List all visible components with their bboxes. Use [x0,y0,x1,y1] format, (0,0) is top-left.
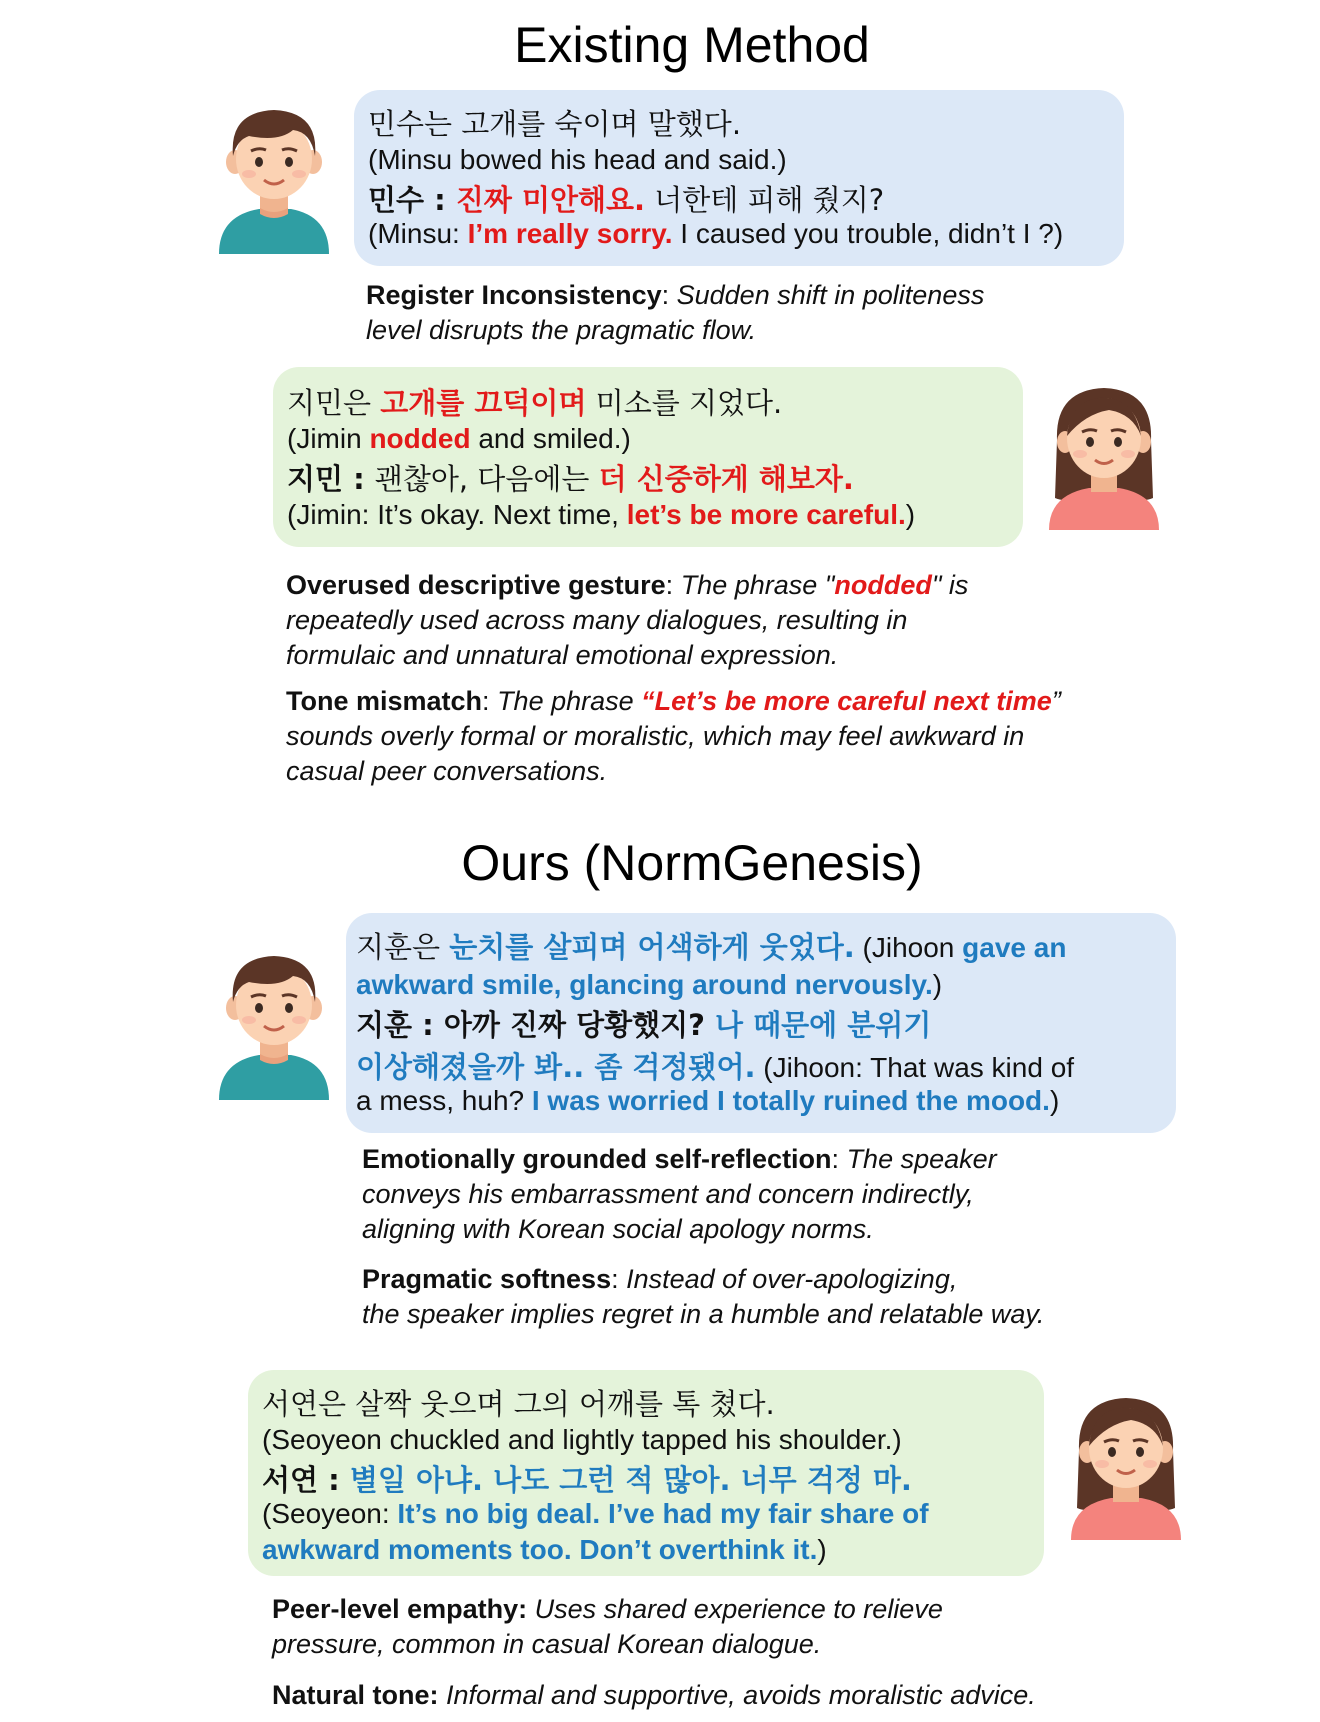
highlight-blue: awkward smile, glancing around nervously. [356,969,933,1000]
utterance-english [368,218,1063,250]
utterance-line [356,1045,1074,1086]
utterance-pre: a mess, huh? [356,1085,532,1116]
boy-avatar-icon [218,104,330,254]
highlight-red: “Let’s be more careful next time [641,686,1052,716]
highlight-red: I’m really sorry. [467,218,673,249]
utterance-korean [368,178,884,219]
speaker-prefix: (Minsu: [368,218,468,249]
annotation-label: Pragmatic softness [362,1264,612,1294]
ours-title: Ours (NormGenesis) [461,835,923,891]
utterance-english: (Jihoon: That was kind of [755,1052,1075,1083]
annotation-text: formulaic and unnatural emotional expression. [286,640,839,670]
speaker-prefix: (Jimin: It’s okay. Next time, [287,499,627,530]
annotation-text: the speaker implies regret in a humble and relatable way. [362,1299,1045,1329]
narration-pre: (Jimin [287,423,370,454]
dialogue-bubble-jimin [273,367,1023,547]
annotation-pragmatic-softness: Pragmatic softness: Instead of over-apologizing, the speaker implies regret in a humble and relatable way. [362,1264,1045,1329]
annotation-text: " is [931,570,969,600]
narration-english [287,423,631,455]
narration-korean [287,381,782,422]
highlight-blue: 나 때문에 분위기 [715,1008,932,1042]
existing-method-title: Existing Method [514,17,870,73]
annotation-label: Tone mismatch [286,686,483,716]
narration-rest: and smiled.) [470,423,631,454]
utterance-english [287,499,915,531]
utterance-rest: ) [1049,1085,1060,1116]
utterance-rest: I caused you trouble, didn’t I ?) [672,218,1064,249]
annotation-text: aligning with Korean social apology norms. [362,1214,874,1244]
utterance-korean [262,1458,912,1499]
highlight-red: 진짜 미안해요. [455,183,646,217]
annotation-label: Peer-level empathy: [272,1594,528,1624]
speaker-name: 민수 : [368,183,456,217]
speaker-name: 서연 : [262,1463,350,1497]
highlight-blue: 별일 아냐. 나도 그런 적 많아. 너무 걱정 마. [349,1463,912,1497]
annotation-label: Register Inconsistency [366,280,662,310]
utterance-mid: 괜찮아, 다음에는 [374,462,599,496]
annotation-text: pressure, common in casual Korean dialogue. [272,1629,822,1659]
speaker-utterance: 지훈 : 아까 진짜 당황했지? [356,1008,716,1042]
annotation-text: Instead of over-apologizing, [626,1264,958,1294]
narration-pre: 지훈은 [356,930,450,964]
utterance-rest: ) [905,499,916,530]
narration-korean: 서연은 살짝 웃으며 그의 어깨를 톡 쳤다. [262,1387,775,1421]
highlight-red: nodded [834,570,932,600]
narration-pre: 지민은 [287,386,381,420]
utterance-rest: 너한테 피해 줬지? [645,183,885,217]
annotation-text: repeatedly used across many dialogues, resulting in [286,605,908,635]
annotation-text: level disrupts the pragmatic flow. [366,315,757,345]
annotation-text: The phrase [497,686,642,716]
annotation-overused-gesture: Overused descriptive gesture: The phrase "nodded" is repeatedly used across many dialogues, resulting in formulaic and unnatural emotional expression. [286,570,969,670]
girl-avatar-icon [1048,380,1160,530]
narration-english: (Seoyeon chuckled and lightly tapped his shoulder.) [262,1424,902,1455]
annotation-text: casual peer conversations. [286,756,608,786]
highlight-blue: It’s no big deal. I’ve had my fair share of [397,1498,929,1529]
annotation-label: Natural tone: [272,1680,439,1710]
highlight-red: nodded [369,423,471,454]
annotation-text: Informal and supportive, avoids moralistic advice. [438,1680,1036,1710]
annotation-natural-tone [272,1678,1036,1713]
dialogue-bubble-seoyeon [248,1370,1044,1576]
highlight-blue: 눈치를 살피며 어색하게 웃었다. [449,930,855,964]
speaker-name: 지민 : [287,462,375,496]
annotation-text: The speaker [846,1144,997,1174]
highlight-blue: 이상해졌을까 봐.. 좀 걱정됐어. [356,1050,756,1084]
annotation-text: ” [1051,686,1061,716]
highlight-red: 더 신중하게 해보자. [598,462,854,496]
highlight-blue: awkward moments too. Don’t overthink it. [262,1534,818,1565]
highlight-blue: I was worried I totally ruined the mood. [531,1085,1050,1116]
annotation-text: conveys his embarrassment and concern indirectly, [362,1179,974,1209]
narration-english: (Jihoon [854,932,963,963]
utterance-english [262,1498,929,1530]
dialogue-bubble-minsu [354,90,1124,266]
annotation-label: Overused descriptive gesture [286,570,666,600]
utterance-english [262,1534,827,1566]
highlight-blue: gave an [962,932,1067,963]
utterance-rest: ) [817,1534,827,1565]
annotation-self-reflection: Emotionally grounded self-reflection: The speaker conveys his embarrassment and concern indirectly, aligning with Korean social apology norms. [362,1144,997,1244]
boy-avatar-icon [218,950,330,1100]
annotation-label: Emotionally grounded self-reflection [362,1144,832,1174]
utterance-english [356,1085,1059,1117]
utterance-korean [356,1003,931,1044]
highlight-red: 고개를 끄덕이며 [380,386,587,420]
narration-english: (Minsu bowed his head and said.) [368,144,787,175]
narration-rest: ) [932,969,943,1000]
utterance-korean [287,457,854,498]
girl-avatar-icon [1070,1390,1182,1540]
annotation-tone-mismatch: Tone mismatch: The phrase “Let’s be more careful next time” sounds overly formal or moralistic, which may feel awkward in casual peer conversations. [286,686,1061,786]
narration-line [356,925,1066,966]
annotation-text: Sudden shift in politeness [676,280,985,310]
annotation-text: sounds overly formal or moralistic, which may feel awkward in [286,721,1025,751]
speaker-prefix: (Seoyeon: [262,1498,398,1529]
narration-english [356,969,942,1001]
highlight-red: let’s be more careful. [626,499,906,530]
narration-rest: 미소를 지었다. [586,386,783,420]
annotation-peer-empathy [272,1592,943,1662]
dialogue-bubble-jihoon [346,913,1176,1133]
annotation-text: The phrase " [680,570,835,600]
narration-korean: 민수는 고개를 숙이며 말했다. [368,107,742,141]
annotation-text: Uses shared experience to relieve [527,1594,943,1624]
annotation-register-inconsistency: Register Inconsistency: Sudden shift in politeness level disrupts the pragmatic flow. [366,280,985,345]
